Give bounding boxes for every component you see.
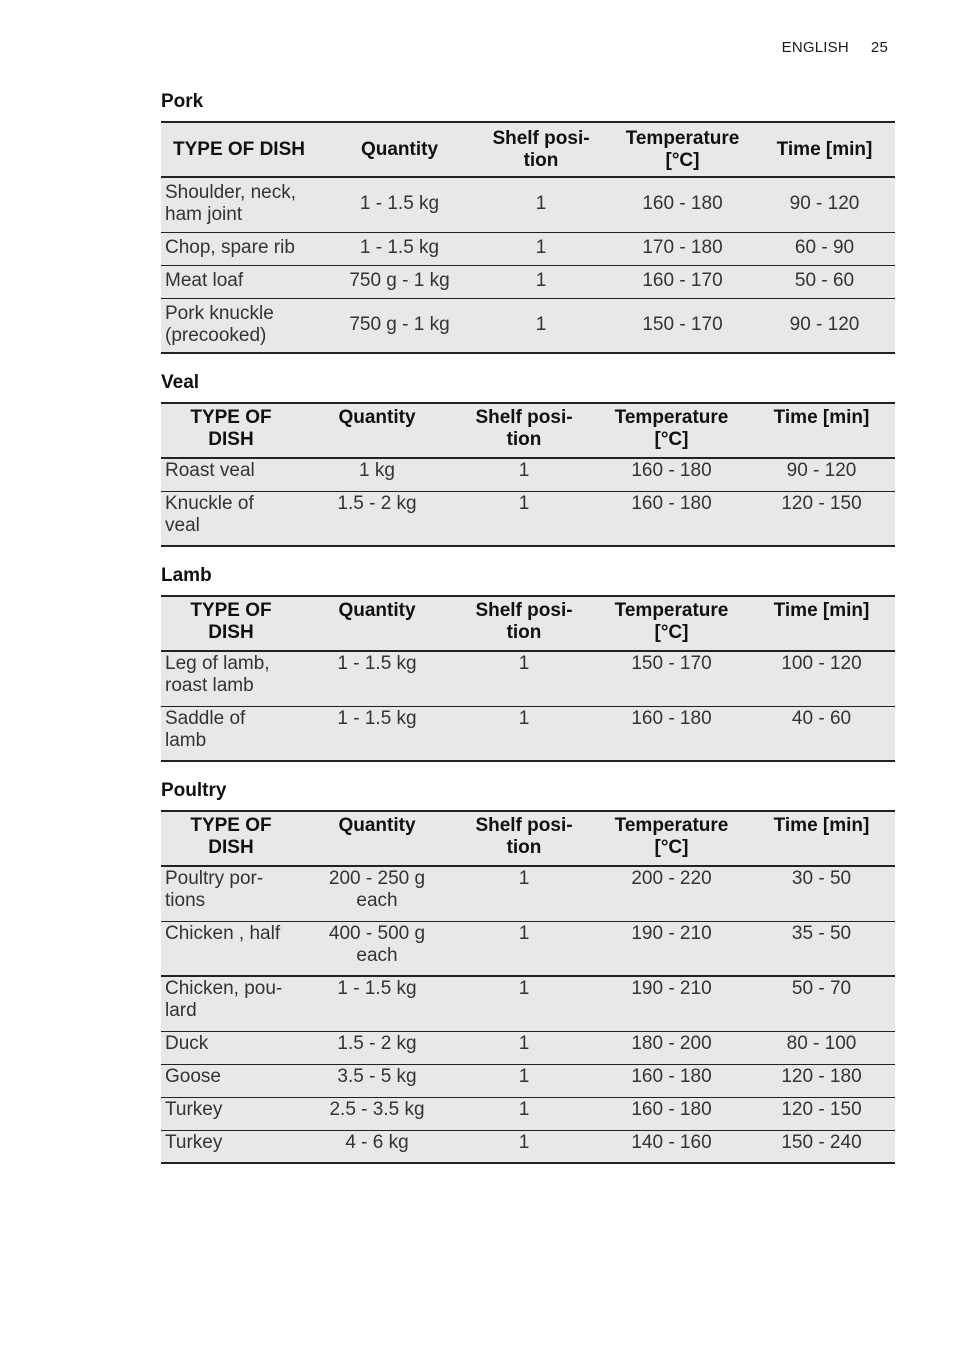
column-header-time: Time [min] <box>748 596 895 651</box>
cell-temperature: 170 - 180 <box>611 232 754 265</box>
column-header-dish: TYPE OF DISH <box>161 811 301 866</box>
cell-dish: Duck <box>161 1031 301 1064</box>
cell-dish: Chicken, pou- lard <box>161 976 301 1031</box>
column-header-shelf: Shelf posi- tion <box>453 811 595 866</box>
table-row <box>161 265 895 298</box>
cell-dish: Turkey <box>161 1097 301 1130</box>
cell-quantity: 1.5 - 2 kg <box>301 1031 453 1064</box>
cell-time: 120 - 150 <box>748 491 895 546</box>
lamb-table <box>161 595 895 762</box>
cell-time: 60 - 90 <box>754 232 895 265</box>
cell-quantity: 750 g - 1 kg <box>328 298 471 353</box>
table-row <box>161 1097 895 1130</box>
cell-shelf: 1 <box>453 1130 595 1163</box>
lamb-section <box>161 564 895 762</box>
cell-time: 50 - 60 <box>754 265 895 298</box>
cell-temperature: 180 - 200 <box>595 1031 748 1064</box>
column-header-temperature: Temperature [°C] <box>611 122 754 177</box>
cell-quantity: 1 - 1.5 kg <box>301 976 453 1031</box>
cell-shelf: 1 <box>453 866 595 921</box>
table-row <box>161 651 895 706</box>
cell-quantity: 2.5 - 3.5 kg <box>301 1097 453 1130</box>
cell-dish: Saddle of lamb <box>161 706 301 761</box>
cell-time: 50 - 70 <box>748 976 895 1031</box>
table-row <box>161 1064 895 1097</box>
cell-dish: Chicken , half <box>161 921 301 976</box>
cell-temperature: 160 - 180 <box>595 1064 748 1097</box>
cell-dish: Turkey <box>161 1130 301 1163</box>
column-header-temperature: Temperature [°C] <box>595 403 748 458</box>
column-header-temperature: Temperature [°C] <box>595 596 748 651</box>
cell-quantity: 1 - 1.5 kg <box>328 232 471 265</box>
cell-dish: Pork knuckle (precooked) <box>161 298 328 353</box>
cell-quantity: 750 g - 1 kg <box>328 265 471 298</box>
cell-shelf: 1 <box>453 1064 595 1097</box>
table-row <box>161 706 895 761</box>
cell-shelf: 1 <box>453 706 595 761</box>
cell-temperature: 190 - 210 <box>595 921 748 976</box>
veal-table <box>161 402 895 547</box>
cell-quantity: 1 - 1.5 kg <box>301 706 453 761</box>
cell-time: 100 - 120 <box>748 651 895 706</box>
cell-time: 40 - 60 <box>748 706 895 761</box>
column-header-quantity: Quantity <box>301 403 453 458</box>
cell-quantity: 3.5 - 5 kg <box>301 1064 453 1097</box>
cell-dish: Knuckle of veal <box>161 491 301 546</box>
column-header-dish: TYPE OF DISH <box>161 122 328 177</box>
table-row <box>161 866 895 921</box>
cell-time: 120 - 150 <box>748 1097 895 1130</box>
section-title-lamb: Lamb <box>161 565 212 586</box>
column-header-time: Time [min] <box>748 403 895 458</box>
table-row <box>161 1031 895 1064</box>
cell-time: 90 - 120 <box>754 298 895 353</box>
cell-temperature: 140 - 160 <box>595 1130 748 1163</box>
cell-shelf: 1 <box>471 298 611 353</box>
cell-shelf: 1 <box>471 232 611 265</box>
cell-temperature: 160 - 180 <box>611 177 754 232</box>
section-title-veal: Veal <box>161 372 200 393</box>
section-title-poultry: Poultry <box>161 780 227 801</box>
cell-quantity: 400 - 500 g each <box>301 921 453 976</box>
cell-temperature: 160 - 180 <box>595 706 748 761</box>
column-header-quantity: Quantity <box>301 596 453 651</box>
cell-quantity: 1 - 1.5 kg <box>301 651 453 706</box>
cell-shelf: 1 <box>453 651 595 706</box>
cell-shelf: 1 <box>471 265 611 298</box>
cell-temperature: 160 - 180 <box>595 1097 748 1130</box>
cell-dish: Shoulder, neck, ham joint <box>161 177 328 232</box>
cell-time: 90 - 120 <box>754 177 895 232</box>
column-header-temperature: Temperature [°C] <box>595 811 748 866</box>
section-title-pork: Pork <box>161 91 204 112</box>
table-row <box>161 232 895 265</box>
column-header-time: Time [min] <box>754 122 895 177</box>
language-label: ENGLISH <box>781 39 849 56</box>
cell-temperature: 150 - 170 <box>611 298 754 353</box>
column-header-quantity: Quantity <box>328 122 471 177</box>
cell-temperature: 160 - 180 <box>595 491 748 546</box>
pork-section <box>161 90 895 354</box>
column-header-dish: TYPE OF DISH <box>161 403 301 458</box>
cell-shelf: 1 <box>453 1031 595 1064</box>
page-header <box>782 39 888 56</box>
column-header-shelf: Shelf posi- tion <box>471 122 611 177</box>
column-header-time: Time [min] <box>748 811 895 866</box>
veal-section <box>161 371 895 547</box>
cell-dish: Roast veal <box>161 458 301 491</box>
cell-shelf: 1 <box>453 921 595 976</box>
cell-dish: Poultry por- tions <box>161 866 301 921</box>
table-row <box>161 458 895 491</box>
cell-time: 150 - 240 <box>748 1130 895 1163</box>
page-number: 25 <box>870 39 888 56</box>
column-header-dish: TYPE OF DISH <box>161 596 301 651</box>
cell-shelf: 1 <box>453 491 595 546</box>
table-row <box>161 491 895 546</box>
cell-quantity: 4 - 6 kg <box>301 1130 453 1163</box>
cell-quantity: 1 kg <box>301 458 453 491</box>
cell-time: 90 - 120 <box>748 458 895 491</box>
poultry-section <box>161 779 895 1164</box>
cell-time: 120 - 180 <box>748 1064 895 1097</box>
cell-shelf: 1 <box>471 177 611 232</box>
table-row <box>161 298 895 353</box>
cell-quantity: 1 - 1.5 kg <box>328 177 471 232</box>
cell-dish: Leg of lamb, roast lamb <box>161 651 301 706</box>
cell-temperature: 200 - 220 <box>595 866 748 921</box>
table-row <box>161 921 895 976</box>
cell-shelf: 1 <box>453 976 595 1031</box>
pork-table <box>161 121 895 354</box>
cell-temperature: 190 - 210 <box>595 976 748 1031</box>
poultry-table <box>161 810 895 1164</box>
cell-quantity: 200 - 250 g each <box>301 866 453 921</box>
cell-dish: Meat loaf <box>161 265 328 298</box>
cell-temperature: 160 - 180 <box>595 458 748 491</box>
table-row <box>161 177 895 232</box>
table-row <box>161 976 895 1031</box>
cell-time: 30 - 50 <box>748 866 895 921</box>
cell-time: 35 - 50 <box>748 921 895 976</box>
cell-shelf: 1 <box>453 1097 595 1130</box>
cell-dish: Goose <box>161 1064 301 1097</box>
cell-shelf: 1 <box>453 458 595 491</box>
cell-temperature: 160 - 170 <box>611 265 754 298</box>
cell-quantity: 1.5 - 2 kg <box>301 491 453 546</box>
column-header-quantity: Quantity <box>301 811 453 866</box>
column-header-shelf: Shelf posi- tion <box>453 403 595 458</box>
column-header-shelf: Shelf posi- tion <box>453 596 595 651</box>
cell-time: 80 - 100 <box>748 1031 895 1064</box>
table-row <box>161 1130 895 1163</box>
cell-temperature: 150 - 170 <box>595 651 748 706</box>
cell-dish: Chop, spare rib <box>161 232 328 265</box>
